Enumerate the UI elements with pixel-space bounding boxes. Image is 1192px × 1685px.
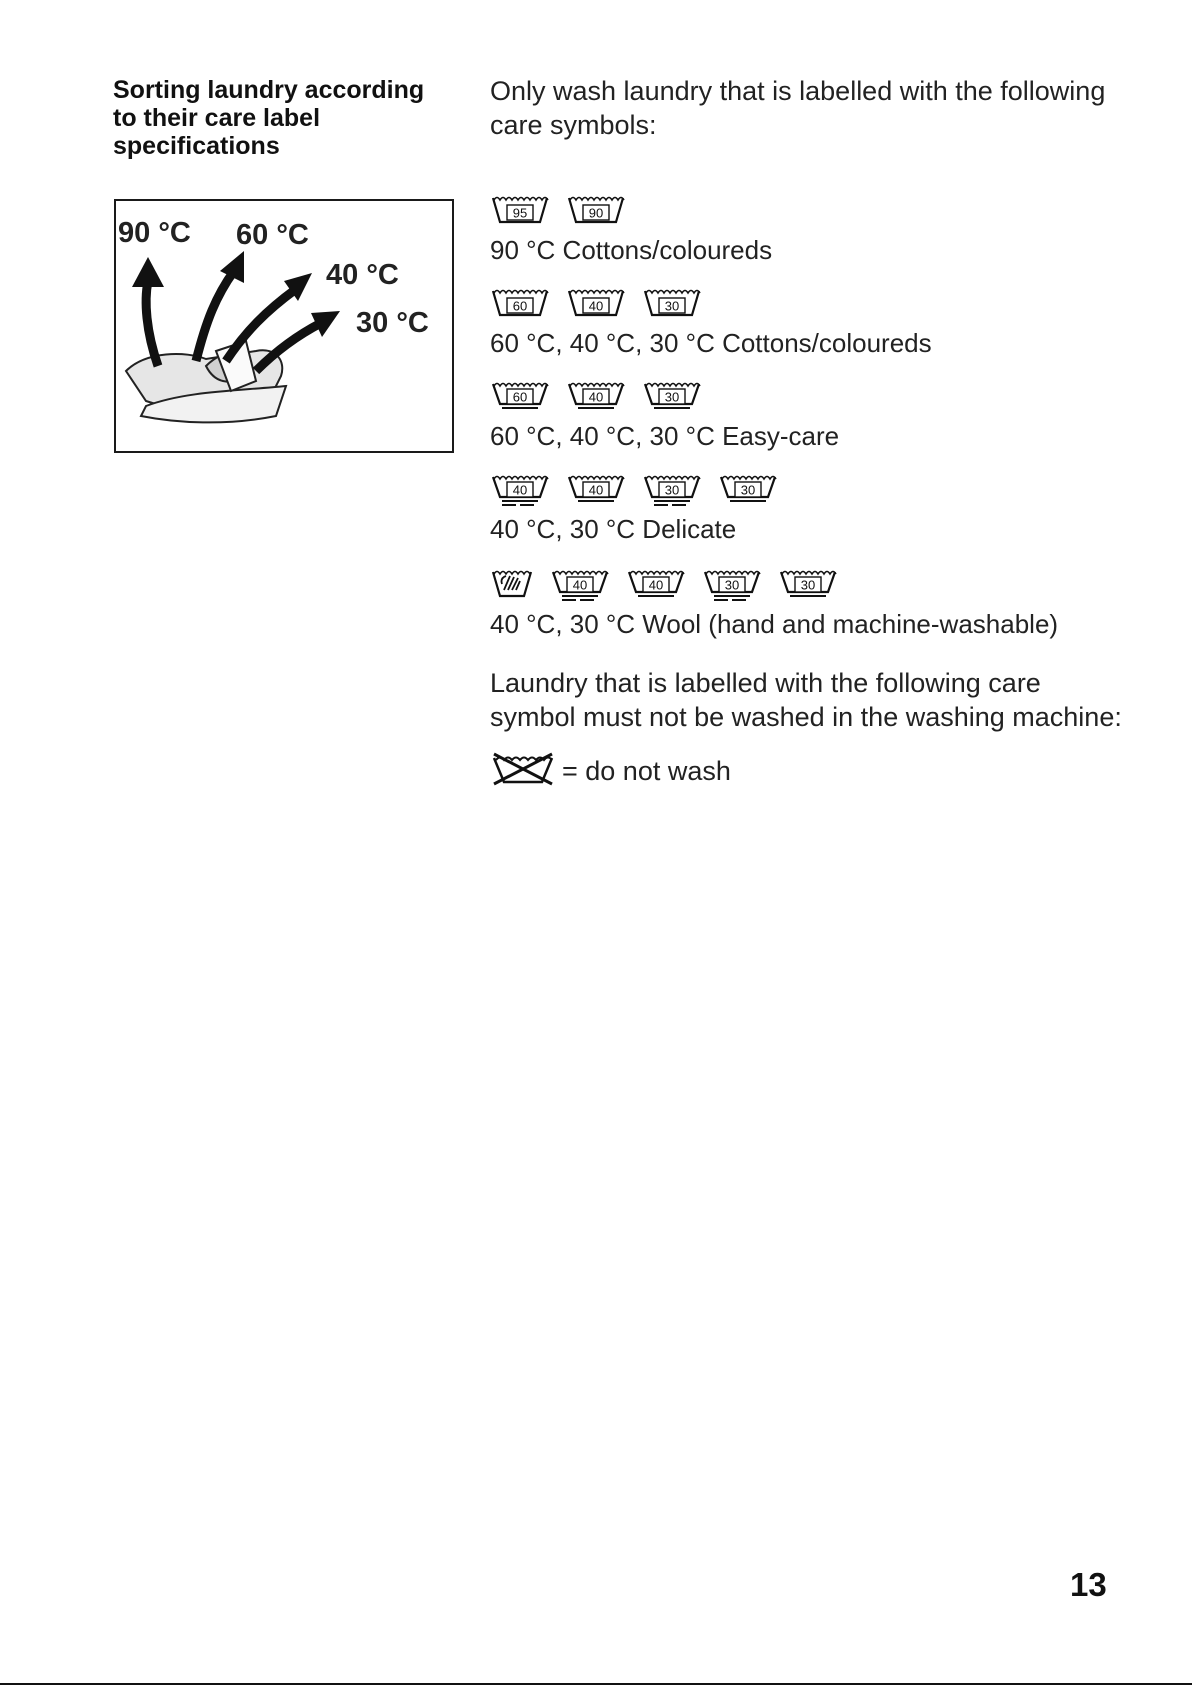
svg-text:60: 60 — [512, 298, 528, 314]
care-group-wool — [490, 566, 1058, 640]
temp-label-90: 90 °C — [118, 217, 191, 249]
svg-text:30: 30 — [800, 577, 816, 593]
wash-temperature-icon — [718, 471, 778, 509]
svg-text:40: 40 — [648, 577, 664, 593]
svg-text:90: 90 — [588, 205, 604, 221]
care-symbol-row — [490, 471, 794, 509]
svg-text:40: 40 — [572, 577, 588, 593]
wash-temperature-icon — [778, 566, 838, 604]
page-number: 13 — [1070, 1566, 1107, 1603]
temp-label-60: 60 °C — [236, 219, 309, 251]
wash-temperature-icon — [642, 378, 702, 416]
wash-temperature-icon — [490, 378, 550, 416]
temp-label-30: 30 °C — [356, 307, 429, 339]
svg-text:40: 40 — [588, 389, 604, 405]
care-group-label: 90 °C Cottons/coloureds — [490, 235, 773, 265]
wash-temperature-icon — [626, 566, 686, 604]
wash-temperature-icon — [642, 285, 702, 323]
wash-temperature-icon — [642, 471, 702, 509]
care-group-delicate — [490, 471, 794, 545]
hand-wash-icon — [490, 566, 534, 604]
svg-text:30: 30 — [740, 482, 756, 498]
wash-temperature-icon — [550, 566, 610, 604]
svg-text:95: 95 — [512, 205, 528, 221]
svg-text:40: 40 — [512, 482, 528, 498]
wash-temperature-icon — [702, 566, 762, 604]
care-symbol-row — [490, 566, 1058, 604]
care-group-cottons-60-40-30 — [490, 285, 932, 359]
care-group-easy-care — [490, 378, 839, 452]
wash-temperature-icon — [490, 471, 550, 509]
do-not-wash-note: Laundry that is labelled with the following care symbol must not be washed in the washing machine: — [490, 668, 1122, 732]
svg-text:30: 30 — [664, 298, 680, 314]
laundry-temperature-illustration — [114, 199, 454, 453]
do-not-wash-icon — [490, 750, 556, 793]
svg-text:30: 30 — [664, 482, 680, 498]
do-not-wash-label: = do not wash — [562, 756, 731, 786]
care-group-label: 60 °C, 40 °C, 30 °C Cottons/coloureds — [490, 328, 932, 358]
wash-temperature-icon — [490, 285, 550, 323]
care-symbol-row — [490, 192, 772, 230]
section-heading: Sorting laundry according to their care label specifications — [113, 76, 425, 160]
do-not-wash-legend — [490, 750, 731, 793]
care-group-label: 60 °C, 40 °C, 30 °C Easy-care — [490, 421, 840, 451]
care-group-cottons-90 — [490, 192, 772, 266]
wash-temperature-icon — [566, 471, 626, 509]
svg-text:30: 30 — [724, 577, 740, 593]
temp-label-40: 40 °C — [326, 259, 399, 291]
svg-text:60: 60 — [512, 389, 528, 405]
care-symbol-row — [490, 285, 932, 323]
intro-text: Only wash laundry that is labelled with the following care symbols: — [490, 76, 1106, 140]
svg-text:30: 30 — [664, 389, 680, 405]
care-symbol-row — [490, 378, 839, 416]
care-group-label: 40 °C, 30 °C Wool (hand and machine-washable) — [490, 609, 1059, 639]
svg-text:40: 40 — [588, 482, 604, 498]
wash-temperature-icon — [566, 192, 626, 230]
svg-text:40: 40 — [588, 298, 604, 314]
wash-temperature-icon — [566, 285, 626, 323]
wash-temperature-icon — [490, 192, 550, 230]
care-group-label: 40 °C, 30 °C Delicate — [490, 514, 737, 544]
wash-temperature-icon — [566, 378, 626, 416]
